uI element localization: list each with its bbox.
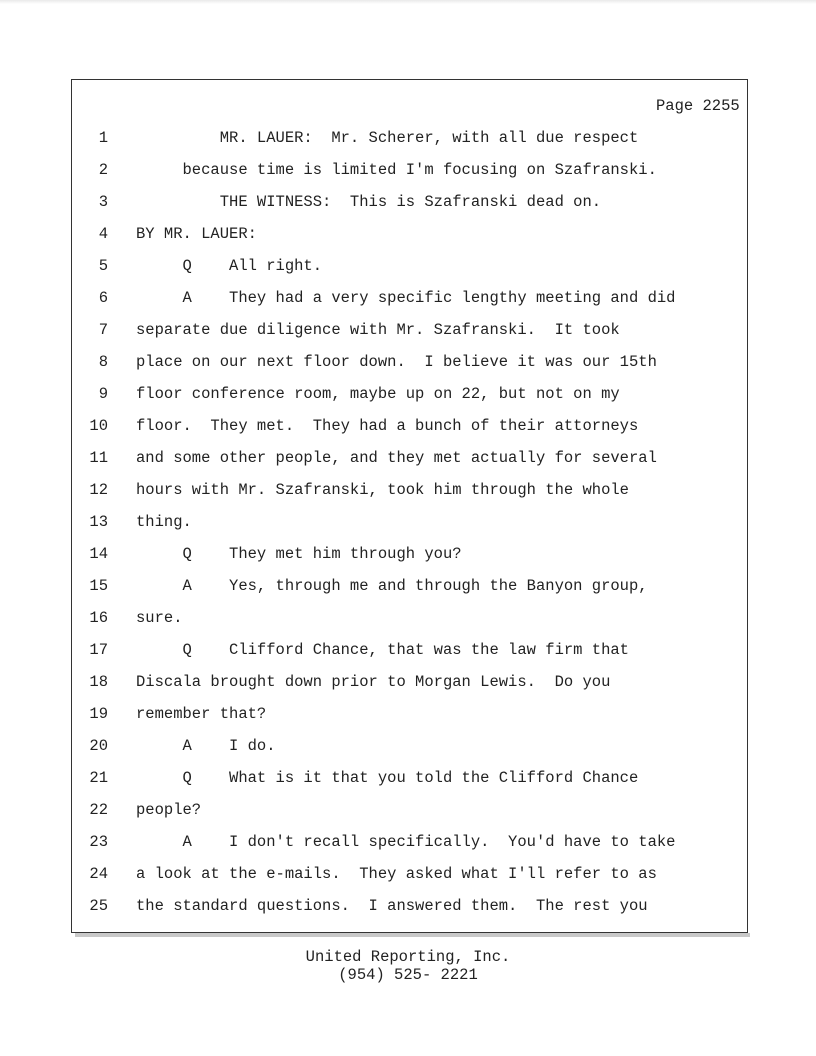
footer-phone: (954) 525- 2221 bbox=[338, 966, 478, 984]
line-number: 19 bbox=[89, 705, 108, 723]
line-number: 10 bbox=[89, 417, 108, 435]
transcript-line bbox=[0, 736, 816, 768]
page-number: Page 2255 bbox=[656, 97, 740, 115]
line-text: place on our next floor down. I believe it was our 15th bbox=[136, 353, 657, 371]
line-number: 3 bbox=[98, 193, 108, 211]
line-number: 17 bbox=[89, 641, 108, 659]
line-number: 25 bbox=[89, 897, 108, 915]
line-text: Q Clifford Chance, that was the law firm that bbox=[136, 641, 629, 659]
transcript-line bbox=[0, 192, 816, 224]
line-text: Discala brought down prior to Morgan Lewis. Do you bbox=[136, 673, 611, 691]
transcript-line bbox=[0, 704, 816, 736]
line-text: A I do. bbox=[136, 737, 276, 755]
line-number: 15 bbox=[89, 577, 108, 595]
line-text: Q What is it that you told the Clifford Chance bbox=[136, 769, 639, 787]
line-text: and some other people, and they met actually for several bbox=[136, 449, 657, 467]
line-number: 6 bbox=[98, 289, 108, 307]
line-text: A They had a very specific lengthy meeting and did bbox=[136, 289, 676, 307]
line-number: 12 bbox=[89, 481, 108, 499]
line-number: 11 bbox=[89, 449, 108, 467]
transcript-line bbox=[0, 352, 816, 384]
line-number: 1 bbox=[98, 129, 108, 147]
transcript-line bbox=[0, 832, 816, 864]
line-text: floor conference room, maybe up on 22, but not on my bbox=[136, 385, 620, 403]
line-number: 9 bbox=[98, 385, 108, 403]
line-text: Q All right. bbox=[136, 257, 323, 275]
line-number: 18 bbox=[89, 673, 108, 691]
line-number: 2 bbox=[98, 161, 108, 179]
transcript-line bbox=[0, 896, 816, 928]
line-text: people? bbox=[136, 801, 202, 819]
footer-company: United Reporting, Inc. bbox=[305, 948, 511, 966]
line-text: the standard questions. I answered them. The rest you bbox=[136, 897, 648, 915]
transcript-line bbox=[0, 672, 816, 704]
line-number: 8 bbox=[98, 353, 108, 371]
transcript-line bbox=[0, 640, 816, 672]
line-number: 13 bbox=[89, 513, 108, 531]
line-number: 24 bbox=[89, 865, 108, 883]
line-text: BY MR. LAUER: bbox=[136, 225, 257, 243]
transcript-line bbox=[0, 448, 816, 480]
transcript-line bbox=[0, 768, 816, 800]
transcript-line bbox=[0, 608, 816, 640]
line-number: 20 bbox=[89, 737, 108, 755]
line-number: 16 bbox=[89, 609, 108, 627]
transcript-line bbox=[0, 544, 816, 576]
line-text: A I don't recall specifically. You'd have to take bbox=[136, 833, 676, 851]
transcript-line bbox=[0, 512, 816, 544]
transcript-line bbox=[0, 800, 816, 832]
frame-shadow bbox=[75, 933, 750, 937]
line-text: Q They met him through you? bbox=[136, 545, 462, 563]
line-text: sure. bbox=[136, 609, 183, 627]
line-text: separate due diligence with Mr. Szafranski. It took bbox=[136, 321, 620, 339]
transcript-line bbox=[0, 288, 816, 320]
transcript-line bbox=[0, 256, 816, 288]
transcript-line bbox=[0, 576, 816, 608]
line-number: 21 bbox=[89, 769, 108, 787]
transcript-line bbox=[0, 128, 816, 160]
line-number: 7 bbox=[98, 321, 108, 339]
line-text: THE WITNESS: This is Szafranski dead on. bbox=[136, 193, 602, 211]
line-text: hours with Mr. Szafranski, took him through the whole bbox=[136, 481, 629, 499]
transcript-line bbox=[0, 864, 816, 896]
line-number: 23 bbox=[89, 833, 108, 851]
line-number: 4 bbox=[98, 225, 108, 243]
line-text: MR. LAUER: Mr. Scherer, with all due respect bbox=[136, 129, 639, 147]
line-text: A Yes, through me and through the Banyon group, bbox=[136, 577, 648, 595]
line-text: because time is limited I'm focusing on Szafranski. bbox=[136, 161, 657, 179]
transcript-line bbox=[0, 160, 816, 192]
scan-edge bbox=[0, 0, 816, 4]
line-text: a look at the e-mails. They asked what I'll refer to as bbox=[136, 865, 657, 883]
transcript-line bbox=[0, 416, 816, 448]
line-text: floor. They met. They had a bunch of their attorneys bbox=[136, 417, 639, 435]
transcript-line bbox=[0, 224, 816, 256]
line-number: 14 bbox=[89, 545, 108, 563]
line-number: 5 bbox=[98, 257, 108, 275]
line-text: remember that? bbox=[136, 705, 267, 723]
line-text: thing. bbox=[136, 513, 192, 531]
transcript-line bbox=[0, 384, 816, 416]
transcript-line bbox=[0, 320, 816, 352]
line-number: 22 bbox=[89, 801, 108, 819]
transcript-line bbox=[0, 480, 816, 512]
